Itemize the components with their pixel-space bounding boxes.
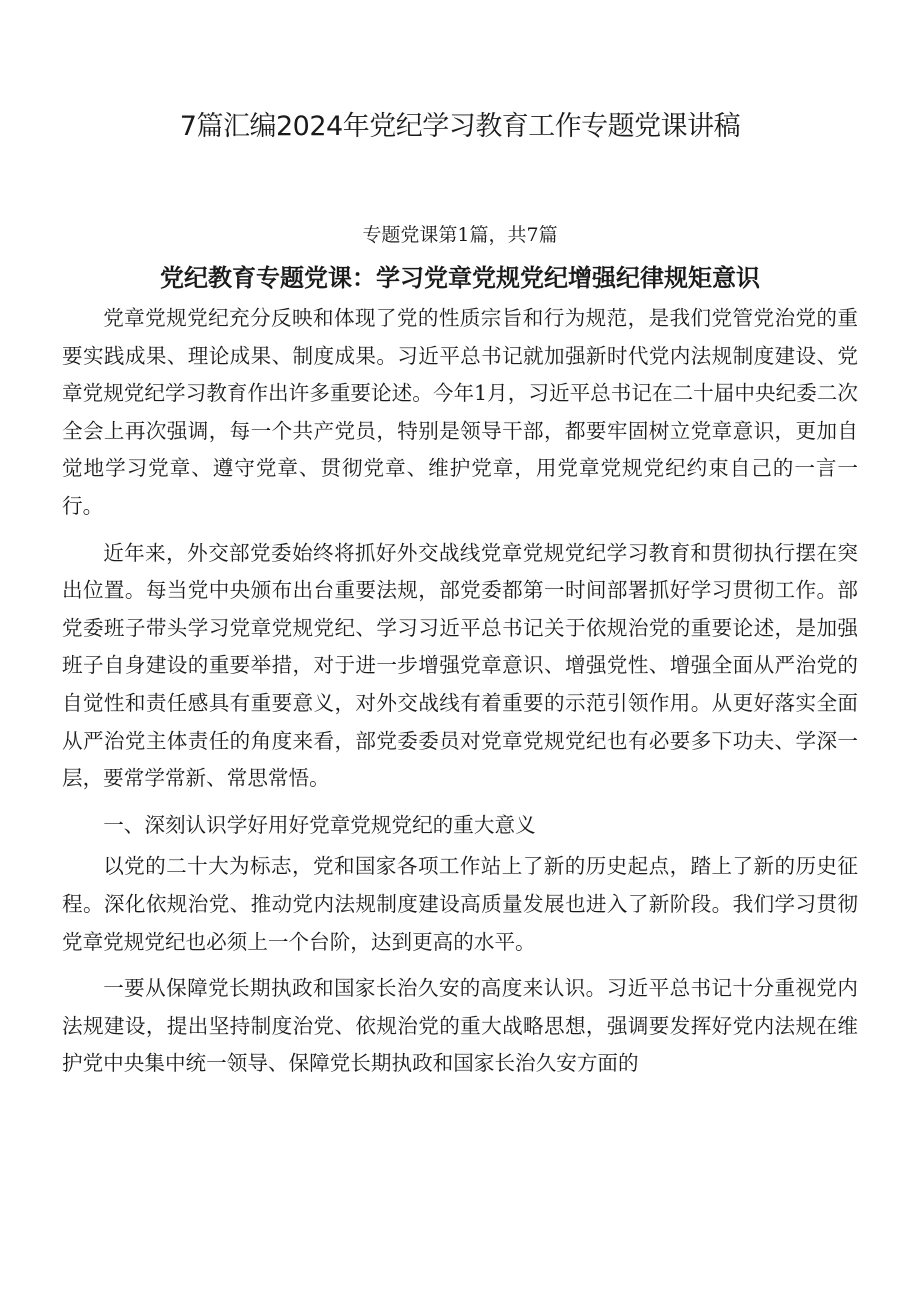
document-body [62,300,858,1092]
section-subtitle: 党纪教育专题党课：学习党章党规党纪增强纪律规矩意识 [160,264,760,292]
paragraph: 党章党规党纪充分反映和体现了党的性质宗旨和行为规范，是我们党管党治党的重要实践成果、理论成果、制度成果。习近平总书记就加强新时代党内法规制度建设、党章党规党纪学习教育作出许多重要论述。今年1月，习近平总书记在二十届中央纪委二次全会上再次强调，每一个共产党员，特别是领导干部，都要牢固树立党章意识，更加自觉地学习党章、遵守党章、贯彻党章、维护党章，用党章党规党纪约束自己的一言一行。 [62,306,858,518]
part-label: 专题党课第1篇，共7篇 [362,224,558,246]
section-heading: 一、深刻认识学好用好党章党规党纪的重大意义 [103,812,536,837]
paragraph: 以党的二十大为标志，党和国家各项工作站上了新的历史起点，踏上了新的历史征程。深化依规治党、推动党内法规制度建设高质量发展也进入了新阶段。我们学习贯彻党章党规党纪也必须上一个台阶，达到更高的水平。 [62,854,858,954]
paragraph: 近年来，外交部党委始终将抓好外交战线党章党规党纪学习教育和贯彻执行摆在突出位置。每当党中央颁布出台重要法规，部党委都第一时间部署抓好学习贯彻工作。部党委班子带头学习党章党规党纪、学习习近平总书记关于依规治党的重要论述，是加强班子自身建设的重要举措，对于进一步增强党章意识、增强党性、增强全面从严治党的自觉性和责任感具有重要意义，对外交战线有着重要的示范引领作用。从更好落实全面从严治党主体责任的角度来看，部党委委员对党章党规党纪也有必要多下功夫、学深一层，要常学常新、常思常悟。 [62,540,858,791]
document-title: 7篇汇编2024年党纪学习教育工作专题党课讲稿 [179,111,741,142]
paragraph: 一要从保障党长期执政和国家长治久安的高度来认识。习近平总书记十分重视党内法规建设，提出坚持制度治党、依规治党的重大战略思想，强调要发挥好党内法规在维护党中央集中统一领导、保障党长期执政和国家长治久安方面的 [62,976,858,1076]
